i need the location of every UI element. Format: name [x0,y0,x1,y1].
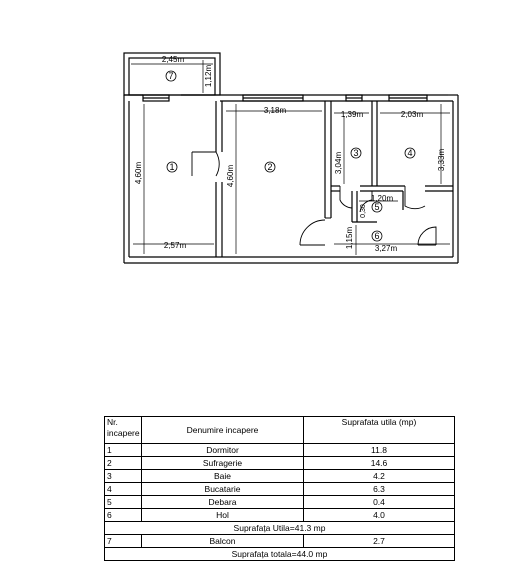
dim-debara-width: 1,20m [370,194,394,203]
room-label-4: 4 [407,148,413,158]
dim-dormitor-width: 2,57m [163,241,187,250]
row-nr: 1 [105,444,142,457]
row-area: 6.3 [304,483,455,496]
row-area: 4.2 [304,470,455,483]
total-row [105,548,455,561]
room-markers [166,71,415,241]
dim-balcony-width: 2,45m [161,55,185,64]
table-row [105,470,455,483]
subtotal-text: Suprafața Utila=41.3 mp [105,522,455,535]
row-name: Balcon [142,535,304,548]
table-row [105,444,455,457]
row-area: 2.7 [304,535,455,548]
row-area: 14.6 [304,457,455,470]
row-name: Baie [142,470,304,483]
row-name: Dormitor [142,444,304,457]
dim-baie-width: 1,39m [340,110,364,119]
row-nr: 4 [105,483,142,496]
dim-hol-width: 3,27m [374,244,398,253]
table-row [105,457,455,470]
table-row [105,483,455,496]
room-label-2: 2 [267,162,273,172]
table-row [105,496,455,509]
room-label-1: 1 [169,162,175,172]
dim-bucatarie-width: 2,03m [400,110,424,119]
room-label-3: 3 [353,148,359,158]
dim-baie-height: 3,04m [334,151,343,175]
row-nr: 7 [105,535,142,548]
table-row [105,509,455,522]
row-nr: 5 [105,496,142,509]
row-name: Bucatarie [142,483,304,496]
dim-balcony-depth: 1,12m [204,64,213,88]
room-label-7: 7 [168,71,174,81]
balcony-row [105,535,455,548]
header-nr: Nr. incapere [105,417,142,444]
table-header-row [105,417,455,444]
row-name: Debara [142,496,304,509]
room-label-6: 6 [374,231,380,241]
room-label-5: 5 [374,202,380,212]
subtotal-row [105,522,455,535]
windows [143,95,427,101]
row-area: 4.0 [304,509,455,522]
total-text: Suprafața totala=44.0 mp [105,548,455,561]
row-name: Hol [142,509,304,522]
row-nr: 6 [105,509,142,522]
dimension-lines [131,60,450,255]
interior-walls [216,101,453,257]
header-area: Suprafata utila (mp) [304,417,455,444]
row-name: Sufragerie [142,457,304,470]
dim-hol-height: 1,15m [345,226,354,250]
dim-bucatarie-height: 3,33m [437,148,446,172]
row-area: 0.4 [304,496,455,509]
dim-debara-small: 0,30 [360,204,367,218]
row-nr: 2 [105,457,142,470]
area-table [104,416,455,561]
dim-dormitor-height: 4,60m [134,161,143,185]
outer-walls [124,95,458,263]
row-nr: 3 [105,470,142,483]
dim-sufragerie-width: 3,18m [263,106,287,115]
header-name: Denumire incapere [142,417,304,444]
dim-sufragerie-height: 4,60m [226,164,235,188]
row-area: 11.8 [304,444,455,457]
